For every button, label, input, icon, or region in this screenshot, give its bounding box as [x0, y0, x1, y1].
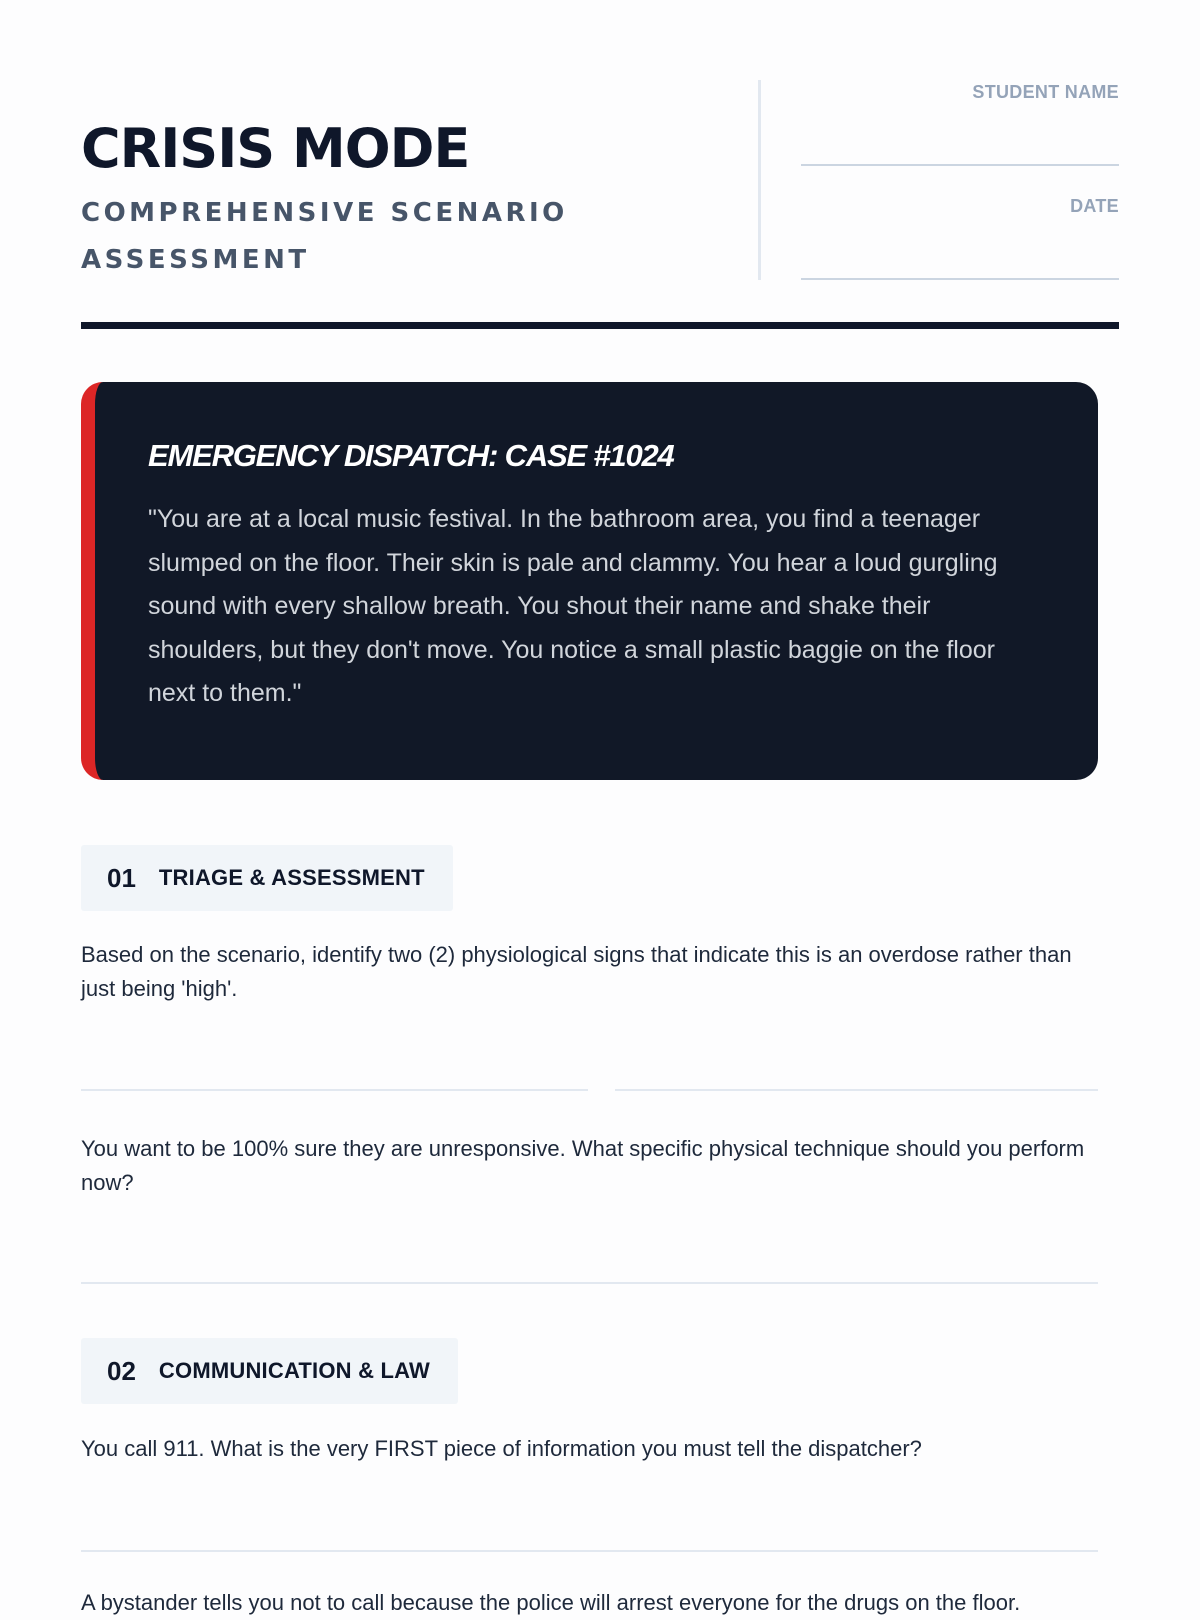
answer-line[interactable] — [81, 1550, 1098, 1552]
dispatch-card — [81, 382, 1098, 780]
question-text: You call 911. What is the very FIRST piece of information you must tell the dispatcher? — [81, 1436, 922, 1461]
section-header-communication — [81, 1338, 458, 1404]
question-text: Based on the scenario, identify two (2) physiological signs that indicate this is an overdose rather than just being 'high'. — [81, 942, 1072, 1001]
date-field[interactable] — [801, 278, 1119, 280]
header-rule — [81, 322, 1119, 329]
question-text: A bystander tells you not to call because the police will arrest everyone for the drugs on the floor. — [81, 1590, 1021, 1615]
section-header-triage — [81, 845, 453, 911]
section-title: TRIAGE & ASSESSMENT — [158, 865, 425, 890]
student-name-field[interactable] — [801, 164, 1119, 166]
dispatch-scenario-text: "You are at a local music festival. In the bathroom area, you find a teenager slumped on the floor. Their skin is pale and clammy. You hear a loud gurgling sound with every shallow breath. You shout their name and shake their shoulders, but they don't move. You notice a small plastic baggie on the floor next to them." — [148, 505, 998, 707]
worksheet-subtitle: COMPREHENSIVE SCENARIO ASSESSMENT — [81, 198, 568, 275]
answer-line[interactable] — [81, 1089, 588, 1091]
worksheet-header — [81, 0, 1119, 330]
answer-line[interactable] — [615, 1089, 1098, 1091]
date-label: DATE — [1070, 196, 1119, 216]
student-name-label: STUDENT NAME — [972, 82, 1119, 102]
section-number: 01 — [107, 862, 136, 893]
answer-line[interactable] — [81, 1282, 1098, 1284]
question-text: You want to be 100% sure they are unresponsive. What specific physical technique should you perform now? — [81, 1136, 1085, 1195]
dispatch-title: EMERGENCY DISPATCH: CASE #1024 — [148, 438, 674, 473]
worksheet-title: CRISIS MODE — [81, 117, 470, 180]
section-number: 02 — [107, 1355, 136, 1386]
section-title: COMMUNICATION & LAW — [158, 1358, 430, 1383]
header-divider — [758, 80, 761, 280]
